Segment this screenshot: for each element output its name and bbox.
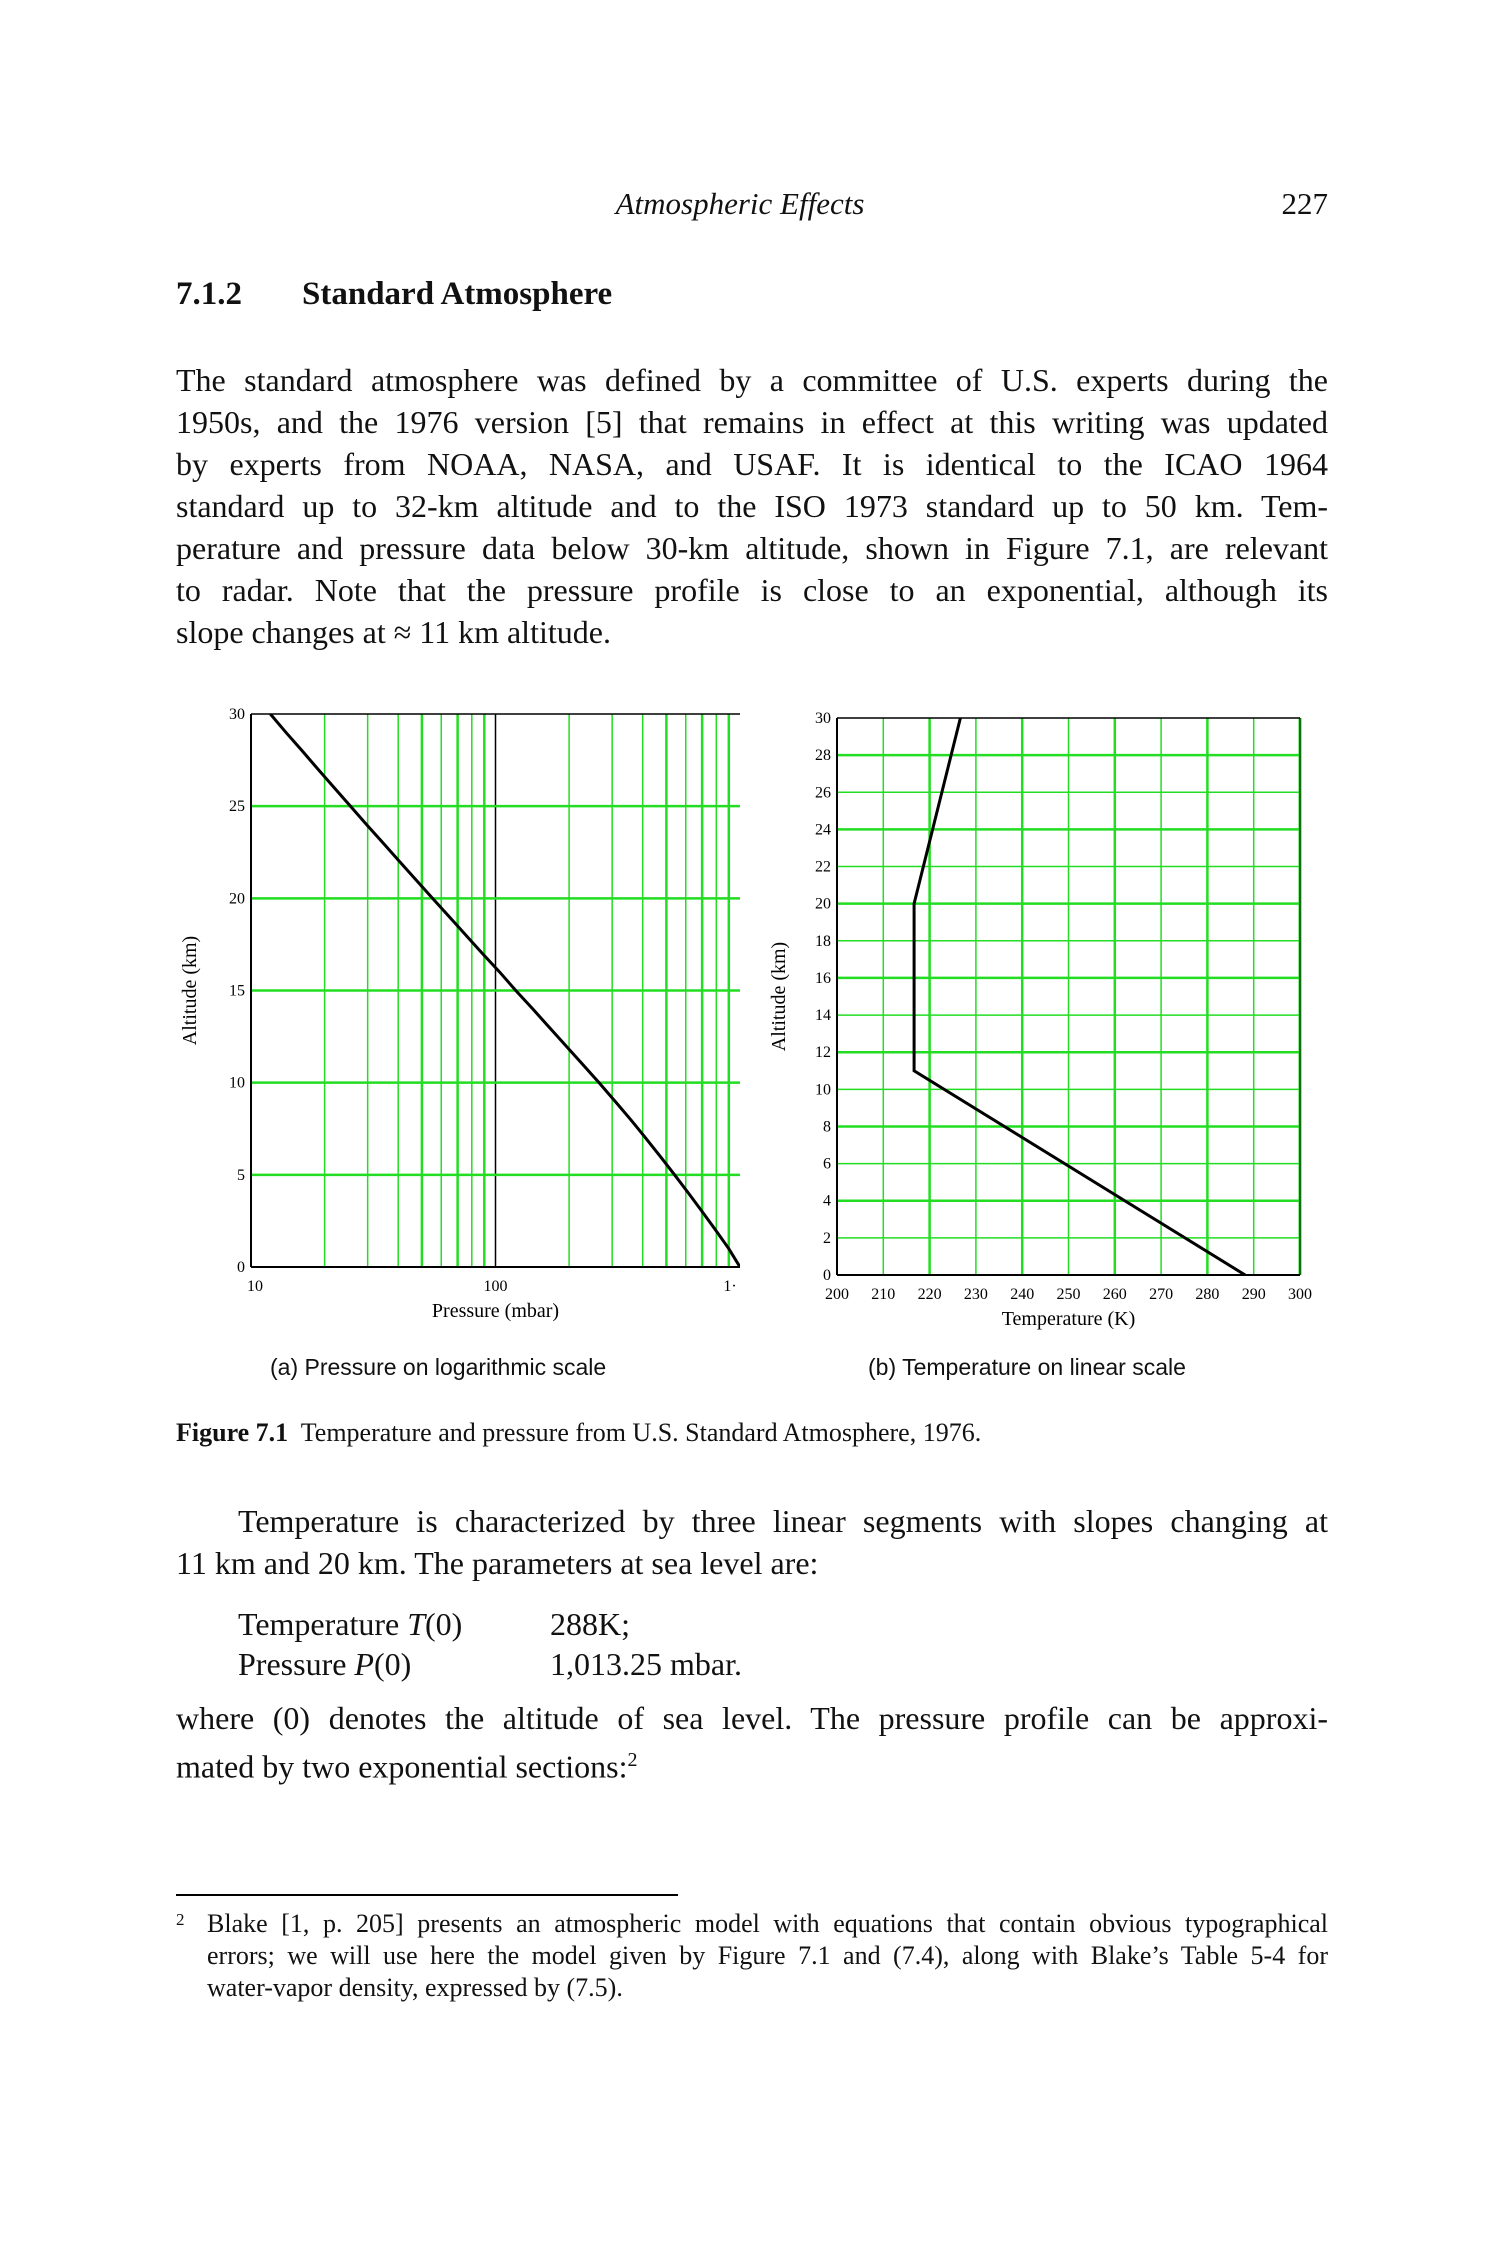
y-tick-label: 24 <box>815 821 831 839</box>
footnote <box>176 1908 1328 2004</box>
pressure-chart <box>179 706 740 1322</box>
text-line: slope changes at ≈ 11 km altitude. <box>176 614 611 650</box>
y-tick-label: 10 <box>815 1081 831 1099</box>
text-line: 1950s, and the 1976 version [5] that remains in effect at this writing was updated <box>176 404 1328 440</box>
text-line: by experts from NOAA, NASA, and USAF. It is identical to the ICAO 1964 <box>176 446 1328 482</box>
text-line: where (0) denotes the altitude of sea level. The pressure profile can be approxi- <box>176 1700 1328 1736</box>
subcaption-b: (b) Temperature on linear scale <box>868 1354 1186 1380</box>
param-temperature <box>238 1604 742 1644</box>
param-symbol: P <box>354 1646 374 1682</box>
sea-level-parameters <box>238 1604 742 1684</box>
x-tick-label: 210 <box>871 1286 896 1303</box>
text-line: standard up to 32-km altitude and to the ISO 1973 standard up to 50 km. Tem- <box>176 488 1328 524</box>
param-symbol: T <box>407 1606 426 1642</box>
page-number: 227 <box>1281 186 1328 221</box>
section-title: Standard Atmosphere <box>302 276 613 312</box>
figure-caption-text: Temperature and pressure from U.S. Standard Atmosphere, 1976. <box>300 1418 982 1447</box>
y-tick-label: 8 <box>823 1118 831 1136</box>
x-tick-label: 290 <box>1241 1286 1266 1303</box>
figure-label: Figure 7.1 <box>176 1418 289 1447</box>
y-tick-label: 25 <box>229 798 245 816</box>
y-tick-label: 15 <box>229 982 245 1000</box>
footnote-line: water-vapor density, expressed by (7.5). <box>207 1973 623 2002</box>
y-tick-label: 22 <box>815 858 831 876</box>
footnote-line: Blake [1, p. 205] presents an atmospheric model with equations that contain obvious typographical <box>207 1909 1328 1938</box>
paragraph-2 <box>176 1500 1328 1584</box>
param-pressure <box>238 1644 742 1684</box>
param-arg: (0) <box>425 1606 463 1642</box>
x-tick-label: 270 <box>1149 1286 1174 1303</box>
text-line: mated by two exponential sections: <box>176 1748 628 1785</box>
x-tick-label: 260 <box>1102 1286 1127 1303</box>
y-tick-label: 12 <box>815 1044 831 1062</box>
text-line: 11 km and 20 km. The parameters at sea level are: <box>176 1545 819 1581</box>
section-number: 7.1.2 <box>176 276 242 312</box>
x-tick-label: 100 <box>483 1278 508 1295</box>
y-tick-label: 0 <box>823 1267 831 1284</box>
y-tick-label: 4 <box>823 1192 831 1210</box>
subcaption-a: (a) Pressure on logarithmic scale <box>270 1354 607 1380</box>
text-line: perature and pressure data below 30-km altitude, shown in Figure 7.1, are relevant <box>176 530 1328 566</box>
footnote-ref[interactable]: 2 <box>627 1749 638 1771</box>
y-tick-label: 16 <box>815 969 831 987</box>
figure-caption <box>176 1418 981 1448</box>
paragraph-3 <box>176 1697 1328 1788</box>
y-tick-label: 18 <box>815 932 831 950</box>
y-axis-title: Altitude (km) <box>179 935 201 1046</box>
text-line: to radar. Note that the pressure profile is close to an exponential, although its <box>176 572 1328 608</box>
x-axis-title: Pressure (mbar) <box>431 1300 560 1322</box>
x-tick-label: 300 <box>1288 1286 1312 1303</box>
y-tick-label: 2 <box>823 1229 831 1247</box>
param-name: Pressure <box>238 1646 355 1682</box>
x-axis-title: Temperature (K) <box>1001 1308 1136 1330</box>
x-tick-label: 250 <box>1056 1286 1081 1303</box>
footnote-mark: 2 <box>176 1910 185 1929</box>
y-tick-label: 20 <box>815 895 831 913</box>
y-tick-label: 5 <box>237 1166 245 1184</box>
footnote-line: errors; we will use here the model given by Figure 7.1 and (7.4), along with Blake’s Table 5-4 for <box>207 1941 1328 1970</box>
x-tick-label: 240 <box>1010 1286 1035 1303</box>
running-title: Atmospheric Effects <box>615 186 865 221</box>
y-tick-label: 0 <box>237 1259 245 1276</box>
x-tick-label: 10 <box>247 1278 263 1295</box>
y-tick-label: 28 <box>815 747 831 765</box>
footnote-rule <box>176 1894 678 1896</box>
x-tick-label: 200 <box>825 1286 849 1303</box>
y-tick-label: 26 <box>815 784 831 802</box>
text-line: The standard atmosphere was defined by a committee of U.S. experts during the <box>176 362 1328 398</box>
y-tick-label: 10 <box>229 1074 245 1092</box>
y-tick-label: 30 <box>229 706 245 723</box>
series-line-temperature <box>914 718 1245 1275</box>
x-tick-label: 280 <box>1195 1286 1220 1303</box>
param-value: 1,013.25 mbar. <box>550 1646 742 1682</box>
param-value: 288K; <box>550 1606 630 1642</box>
y-tick-label: 30 <box>815 710 831 727</box>
y-tick-label: 20 <box>229 890 245 908</box>
x-tick-label: 1· <box>723 1278 737 1295</box>
y-tick-label: 14 <box>815 1007 831 1025</box>
x-tick-label: 220 <box>917 1286 942 1303</box>
param-arg: (0) <box>373 1646 412 1682</box>
temperature-chart <box>768 710 1312 1330</box>
x-tick-label: 230 <box>963 1286 988 1303</box>
y-axis-title: Altitude (km) <box>768 941 790 1052</box>
text-line: Temperature is characterized by three linear segments with slopes changing at <box>238 1503 1328 1539</box>
y-tick-label: 6 <box>823 1155 831 1173</box>
param-name: Temperature <box>238 1606 408 1642</box>
